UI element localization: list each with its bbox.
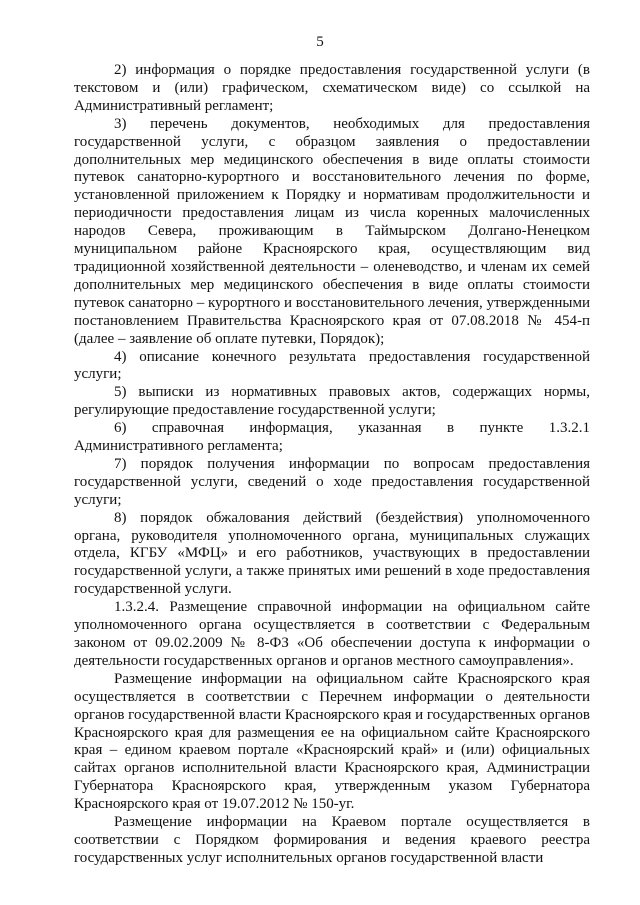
paragraph-item-7-obtaining-info: 7) порядок получения информации по вопросам предоставления государственной услуги, сведений о ходе предоставления государственной услуги; (74, 455, 590, 508)
paragraph-item-3-documents-list: 3) перечень документов, необходимых для предоставления государственной услуги, с образцом заявления о предоставлении дополнительных мер медицинского обеспечения в виде оплаты стоимости путевок санаторно-курортного и восстановительного лечения по форме, установленной приложением к Порядку и нормативам продолжительности и периодичности предоставления лицам из числа коренных малочисленных народов Севера, проживающим в Таймырском Долгано-Ненецком муниципальном районе Красноярского края, осуществляющим вид традиционной хозяйственной деятельности – оленеводство, и членам их семей дополнительных мер медицинского обеспечения в виде оплаты стоимости путевок санаторно – курортного и восстановительного лечения, утвержденными постановлением Правительства Красноярского края от 07.08.2018 № 454-п (далее – заявление об оплате путевки, Порядок); (74, 115, 590, 347)
paragraph-item-4-final-result: 4) описание конечного результата предоставления государственной услуги; (74, 348, 590, 383)
paragraph-item-2-info-procedure: 2) информация о порядке предоставления государственной услуги (в текстовом и (или) графическом, схематическом виде) со ссылкой на Административный регламент; (74, 62, 590, 114)
paragraph-item-5-legal-excerpts: 5) выписки из нормативных правовых актов, содержащих нормы, регулирующие предоставление государственной услуги; (74, 384, 590, 419)
paragraph-krasnoyarsk-site-placement: Размещение информации на официальном сайте Красноярского края осуществляется в соответствии с Перечнем информации о деятельности органов государственной власти Красноярского края и государственных органов Красноярского края для размещения ее на официальном сайте Красноярского края – едином краевом портале «Красноярский край» и (или) официальных сайтах органов исполнительной власти Красноярского края, Администрации Губернатора Красноярского края, утвержденным указом Губернатора Красноярского края от 19.07.2012 № 150-уг. (74, 670, 591, 813)
paragraph-regional-portal-placement: Размещение информации на Краевом портале осуществляется в соответствии с Порядком формирования и ведения краевого реестра государственных услуг исполнительных органов государственной власти (74, 814, 590, 866)
paragraph-item-6-reference-info: 6) справочная информация, указанная в пункте 1.3.2.1 Административного регламента; (74, 420, 590, 455)
paragraph-item-8-appeal-procedure: 8) порядок обжалования действий (бездействия) уполномоченного органа, руководителя уполномоченного органа, муниципальных служащих отдела, КГБУ «МФЦ» и его работников, участвующих в предоставлении государственной услуги, а также принятых ими решений в ходе предоставления государственной услуги. (74, 509, 590, 598)
page-number: 5 (316, 34, 324, 50)
document-body (74, 62, 590, 868)
paragraph-1-3-2-4-website-placement: 1.3.2.4. Размещение справочной информации на официальном сайте уполномоченного органа осуществляется в соответствии с Федеральным законом от 09.02.2009 № 8-ФЗ «Об обеспечении доступа к информации о деятельности государственных органов и органов местного самоуправления». (74, 599, 590, 669)
